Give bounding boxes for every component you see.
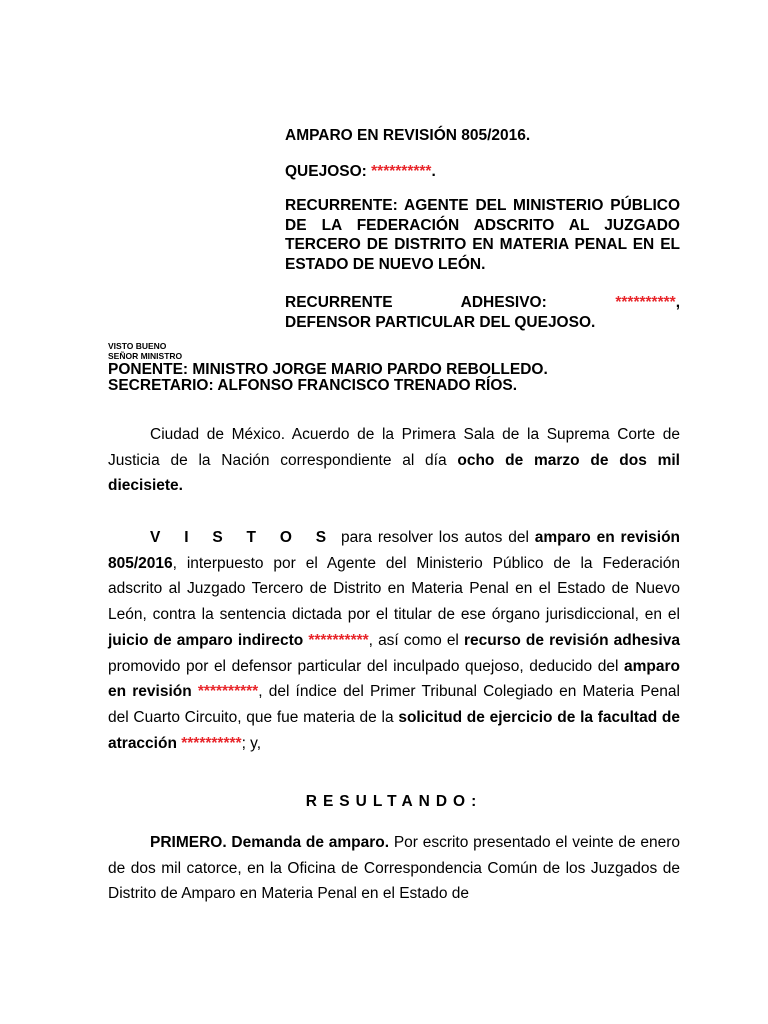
vistos-text-6: ; y, [241, 734, 262, 752]
intro-date: ocho de marzo de dos mil diecisiete. [108, 451, 680, 495]
vistos-text-4: promovido por el defensor particular del inculpado quejoso, deducido del [108, 657, 624, 675]
vistos-redacted-2: ********** [191, 683, 259, 701]
vistos-redacted-1: ********** [303, 631, 369, 649]
adhesivo-redacted: ********** [615, 294, 676, 311]
resultando-heading: RESULTANDO: [305, 793, 483, 810]
intro-text: Ciudad de México. Acuerdo de la Primera Sala de la Suprema Corte de Justicia de la Nación correspondiente al día [108, 426, 680, 469]
quejoso-period: . [431, 163, 436, 180]
ponente-line: PONENTE: MINISTRO JORGE MARIO PARDO REBOLLEDO. [108, 361, 548, 378]
adhesivo-comma: , [675, 294, 680, 311]
vistos-bold-juicio: juicio de amparo indirecto [108, 631, 304, 649]
vistos-text-1: para resolver los autos del [335, 529, 535, 546]
vistos-bold-amparo-2: amparo en revisión [108, 657, 680, 701]
primero-paragraph [108, 830, 680, 907]
quejoso-line [285, 162, 680, 182]
amparo-heading [285, 126, 680, 146]
intro-paragraph [108, 422, 680, 499]
primero-label: PRIMERO. Demanda de amparo. [150, 834, 390, 851]
vistos-paragraph [108, 525, 680, 756]
visto-bueno-line1: VISTO BUENO [108, 341, 167, 351]
recurrente-text: RECURRENTE: AGENTE DEL MINISTERIO PÚBLICO DE LA FEDERACIÓN ADSCRITO AL JUZGADO TERCERO DE DISTRITO EN MATERIA PENAL EN EL ESTADO DE NUEVO LEÓN. [285, 197, 680, 273]
recurrente-block [285, 196, 680, 274]
visto-bueno-line2: SEÑOR MINISTRO [108, 351, 183, 361]
quejoso-label: QUEJOSO: [285, 163, 372, 180]
visto-bueno [108, 341, 182, 361]
vistos-word: V I S T O S [150, 529, 336, 546]
adhesivo-label: RECURRENTE ADHESIVO: [285, 294, 616, 311]
vistos-text-2: , interpuesto por el Agente del Ministerio Público de la Federación adscrito al Juzgado Tercero de Distrito en Materia Penal en el Estado de Nuevo León, contra la sentencia dictada por el titular de ese órgano jurisdiccional, en el [108, 554, 680, 624]
amparo-number: AMPARO EN REVISIÓN 805/2016. [285, 127, 531, 144]
recurrente-adhesivo-block [285, 293, 680, 332]
adhesivo-line-2: DEFENSOR PARTICULAR DEL QUEJOSO. [285, 313, 596, 331]
primero-text: Por escrito presentado el veinte de enero de dos mil catorce, en la Oficina de Correspondencia Común de los Juzgados de Distrito de Amparo en Materia Penal en el Estado de [108, 834, 680, 903]
vistos-text-5: , del índice del Primer Tribunal Colegiado en Materia Penal del Cuarto Circuito, que fue materia de la [108, 683, 680, 726]
secretario-line: SECRETARIO: ALFONSO FRANCISCO TRENADO RÍOS. [108, 377, 518, 394]
adhesivo-line-1 [285, 293, 680, 313]
vistos-redacted-3: ********** [176, 734, 242, 752]
vistos-bold-solicitud: solicitud de ejercicio de la facultad de atracción [108, 708, 680, 752]
quejoso-redacted: ********** [371, 163, 432, 180]
vistos-bold-amparo: amparo en revisión 805/2016 [108, 529, 681, 572]
vistos-text-3: , así como el [368, 631, 464, 649]
vistos-bold-recurso: recurso de revisión adhesiva [463, 631, 680, 649]
